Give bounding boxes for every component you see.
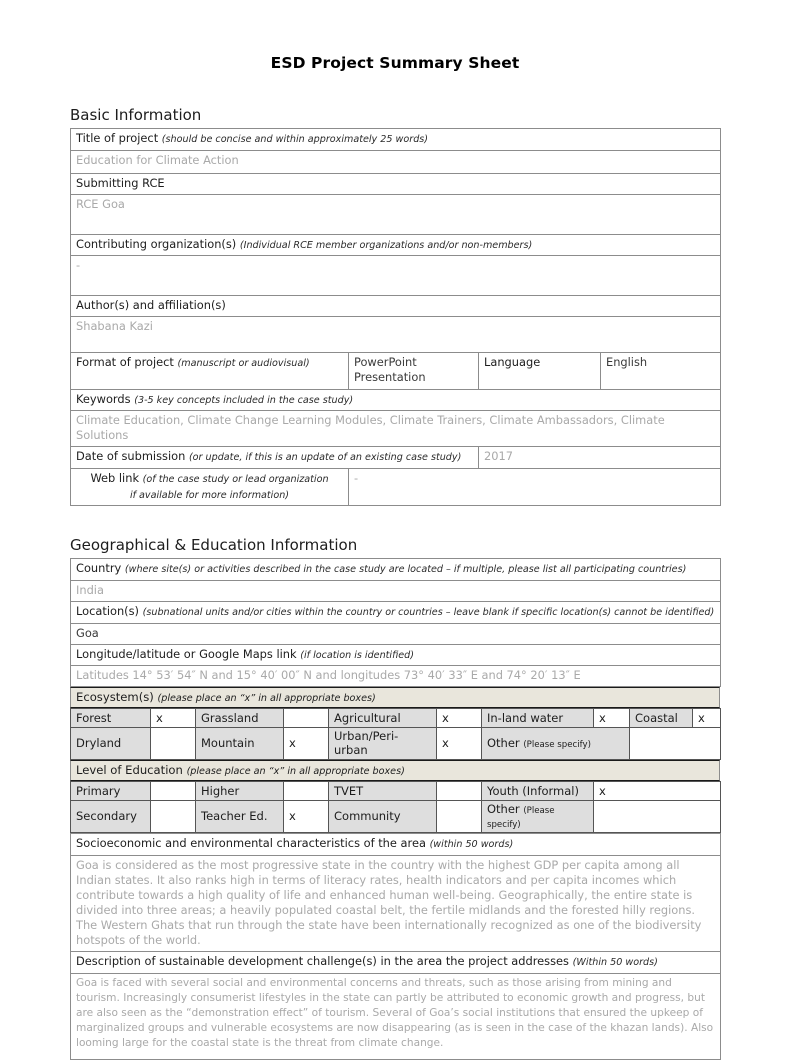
- field-label-web-link: [71, 468, 349, 505]
- education-checkbox-community[interactable]: [437, 801, 482, 833]
- table-row-keywords-label: [71, 389, 721, 411]
- field-value-contributing-organizations[interactable]: -: [71, 256, 721, 296]
- ecosystem-checkbox-agricultural[interactable]: x: [437, 709, 482, 728]
- table-row-contrib-value: [71, 256, 721, 296]
- field-value-date-of-submission[interactable]: 2017: [479, 447, 721, 469]
- ecosystem-checkbox-forest[interactable]: x: [151, 709, 196, 728]
- table-row-title-label: [71, 129, 721, 151]
- education-other-hint: (Please specify): [487, 806, 555, 831]
- label-hint-socio: (within 50 words): [429, 839, 514, 851]
- ecosystem-checkbox-mountain[interactable]: x: [284, 728, 329, 760]
- label-hint-coords: (if location is identified): [300, 649, 415, 661]
- table-row-ecosystem-1: [71, 709, 721, 728]
- field-label-format: [71, 353, 349, 389]
- label-hint-education: (please place an “x” in all appropriate boxes): [186, 766, 405, 778]
- table-row-coords-label: [71, 644, 721, 666]
- ecosystem-label-dryland: Dryland: [71, 728, 151, 760]
- table-row-location-label: [71, 601, 721, 623]
- education-label-higher: Higher: [196, 782, 284, 801]
- field-label-contributing-organizations: [71, 234, 721, 256]
- ecosystem-other-text: Other: [487, 736, 520, 751]
- label-hint-weblink-line2: if available for more information): [129, 489, 290, 501]
- label-text-country: Country: [76, 561, 122, 576]
- table-row-challenge-label: [71, 952, 721, 974]
- ecosystem-label-mountain: Mountain: [196, 728, 284, 760]
- field-value-location[interactable]: Goa: [71, 623, 721, 644]
- field-label-submitting-rce: Submitting RCE: [71, 173, 721, 194]
- table-row-author-value: [71, 317, 721, 353]
- table-row-challenge-value: [71, 973, 721, 1059]
- ecosystem-label-other: [482, 728, 630, 760]
- education-label-community: Community: [329, 801, 437, 833]
- table-row-title-value: [71, 150, 721, 173]
- table-row-education-1: [71, 782, 721, 801]
- field-value-challenge[interactable]: Goa is faced with several social and environmental concerns and threats, such as those arising from mining and tourism. Increasingly consumerist lifestyles in the state can partly be attributed to economic growth and progress, but are also seen as the “demonstration effect” of tourism. Several of Goa’s social institutions that ensured the upkeep of marginalized groups and vulnerable ecosystems are now disappearing (as is seen in the case of the khazan lands). Also looming large for the coastal state is the threat from climate change.: [71, 973, 721, 1059]
- section-heading-basic: Basic Information: [70, 106, 202, 124]
- label-text-weblink: Web link: [90, 470, 140, 485]
- field-value-socioeconomic[interactable]: Goa is considered as the most progressive state in the country with the highest GDP per capita among all Indian states. It also ranks high in terms of literacy rates, health indicators and per capita incomes which contribute towards a high quality of life and enhanced human well-being. Geographically, the entire state is divided into three areas; a heavily populated coastal belt, the fertile midlands and the forested hilly regions. The Western Ghats that run through the state have been internationally recognized as one of the biodiversity hotspots of the world.: [71, 855, 721, 951]
- geo-information-table: [70, 558, 721, 687]
- ecosystem-label-grassland: Grassland: [196, 709, 284, 728]
- education-other-text: Other: [487, 802, 520, 817]
- field-label-coordinates: [71, 644, 721, 666]
- field-value-title[interactable]: Education for Climate Action: [71, 150, 721, 173]
- ecosystem-checkbox-urban-peri-urban[interactable]: x: [437, 728, 482, 760]
- field-value-country[interactable]: India: [71, 580, 721, 601]
- field-label-socioeconomic: [71, 834, 721, 856]
- field-label-language: Language: [479, 353, 601, 389]
- education-checkbox-tvet[interactable]: [437, 782, 482, 801]
- label-text-location: Location(s): [76, 603, 139, 618]
- page-title: ESD Project Summary Sheet: [270, 54, 520, 72]
- education-checkbox-youth-informal[interactable]: x: [594, 782, 721, 801]
- label-text-education: Level of Education: [76, 763, 183, 778]
- field-value-authors[interactable]: Shabana Kazi: [71, 317, 721, 353]
- label-text-contrib: Contributing organization(s): [76, 236, 237, 251]
- label-hint-date: (or update, if this is an update of an existing case study): [188, 452, 462, 464]
- field-label-date-of-submission: [71, 447, 479, 469]
- table-row-format: [71, 353, 721, 389]
- field-label-ecosystem: [70, 687, 720, 708]
- ecosystem-label-forest: Forest: [71, 709, 151, 728]
- label-hint-weblink-line1: (of the case study or lead organization: [142, 473, 329, 485]
- ecosystem-checkbox-coastal[interactable]: x: [693, 709, 721, 728]
- label-text-format: Format of project: [76, 355, 174, 370]
- table-row-socio-value: [71, 855, 721, 951]
- ecosystem-checkbox-other[interactable]: [630, 728, 721, 760]
- label-text-challenge: Description of sustainable development challenge(s) in the area the project addresses: [76, 954, 569, 969]
- table-row-contrib-label: [71, 234, 721, 256]
- field-label-keywords: [71, 389, 721, 411]
- table-row-rce-value: [71, 194, 721, 234]
- table-row-education-2: [71, 801, 721, 833]
- field-label-country: [71, 559, 721, 581]
- label-hint-contrib: (Individual RCE member organizations and/or non-members): [239, 239, 533, 251]
- ecosystem-label-agricultural: Agricultural: [329, 709, 437, 728]
- ecosystem-checkbox-grassland[interactable]: [284, 709, 329, 728]
- section-heading-geo: Geographical & Education Information: [70, 536, 358, 555]
- ecosystem-checkbox-dryland[interactable]: [151, 728, 196, 760]
- field-label-level-of-education: [70, 760, 720, 781]
- field-value-coordinates[interactable]: Latitudes 14° 53′ 54″ N and 15° 40′ 00″ N and longitudes 73° 40′ 33″ E and 74° 20′ 13″ E: [71, 666, 721, 687]
- field-value-keywords[interactable]: Climate Education, Climate Change Learning Modules, Climate Trainers, Climate Ambassadors, Climate Solutions: [71, 411, 721, 447]
- label-text-ecosystem: Ecosystem(s): [76, 690, 154, 705]
- table-row-ecosystem-2: [71, 728, 721, 760]
- ecosystem-label-coastal: Coastal: [630, 709, 693, 728]
- field-label-challenge: [71, 952, 721, 974]
- education-checkbox-primary[interactable]: [151, 782, 196, 801]
- education-checkbox-other[interactable]: [594, 801, 721, 833]
- label-hint-location: (subnational units and/or cities within the country or countries – leave blank if specific location(s) cannot be identified): [142, 606, 715, 618]
- education-checkbox-teacher-ed[interactable]: x: [284, 801, 329, 833]
- table-row-location-value: [71, 623, 721, 644]
- basic-information-table: [70, 128, 721, 506]
- education-checkbox-secondary[interactable]: [151, 801, 196, 833]
- label-hint-country: (where site(s) or activities described in the case study are located – if multiple, please list all participating countries): [124, 564, 687, 576]
- table-row-author-label: [71, 296, 721, 317]
- education-label-primary: Primary: [71, 782, 151, 801]
- education-checkbox-higher[interactable]: [284, 782, 329, 801]
- ecosystem-checkbox-in-land-water[interactable]: x: [594, 709, 630, 728]
- label-hint-challenge: (Within 50 words): [572, 957, 658, 969]
- label-text-title: Title of project: [76, 131, 159, 145]
- label-hint-keywords: (3-5 key concepts included in the case study): [134, 394, 354, 406]
- table-row-coords-value: [71, 666, 721, 687]
- table-row-rce-label: [71, 173, 721, 194]
- label-hint-ecosystem: (please place an “x” in all appropriate boxes): [157, 693, 376, 705]
- ecosystem-other-hint: (Please specify): [523, 740, 591, 751]
- label-text-date: Date of submission: [76, 449, 186, 464]
- descriptions-table: [70, 833, 721, 1060]
- section-basic-information: [0, 106, 790, 506]
- education-label-tvet: TVET: [329, 782, 437, 801]
- section-geographical-education-information: [0, 536, 790, 1060]
- education-label-teacher-ed: Teacher Ed.: [196, 801, 284, 833]
- ecosystem-label-in-land-water: In-land water: [482, 709, 594, 728]
- table-row-date: [71, 447, 721, 469]
- label-hint-format: (manuscript or audiovisual): [177, 358, 310, 370]
- table-row-keywords-value: [71, 411, 721, 447]
- table-row-country-label: [71, 559, 721, 581]
- field-value-language[interactable]: English: [601, 353, 721, 389]
- field-value-submitting-rce[interactable]: RCE Goa: [71, 194, 721, 234]
- table-row-socio-label: [71, 834, 721, 856]
- education-checkbox-grid: [70, 781, 721, 833]
- education-label-other: [482, 801, 594, 833]
- field-label-location: [71, 601, 721, 623]
- field-label-title: [71, 129, 721, 151]
- field-value-web-link[interactable]: -: [349, 468, 721, 505]
- ecosystem-checkbox-grid: [70, 708, 721, 760]
- label-hint-title: (should be concise and within approximately 25 words): [161, 134, 429, 145]
- field-label-authors: Author(s) and affiliation(s): [71, 296, 721, 317]
- education-label-secondary: Secondary: [71, 801, 151, 833]
- ecosystem-label-urban-peri-urban: Urban/Peri-urban: [329, 728, 437, 760]
- table-row-country-value: [71, 580, 721, 601]
- education-label-youth-informal: Youth (Informal): [482, 782, 594, 801]
- field-value-format[interactable]: PowerPoint Presentation: [349, 353, 479, 389]
- label-text-keywords: Keywords: [76, 391, 131, 406]
- label-text-coords: Longitude/latitude or Google Maps link: [76, 646, 297, 661]
- table-row-weblink: [71, 468, 721, 505]
- label-text-socio: Socioeconomic and environmental characteristics of the area: [76, 836, 426, 851]
